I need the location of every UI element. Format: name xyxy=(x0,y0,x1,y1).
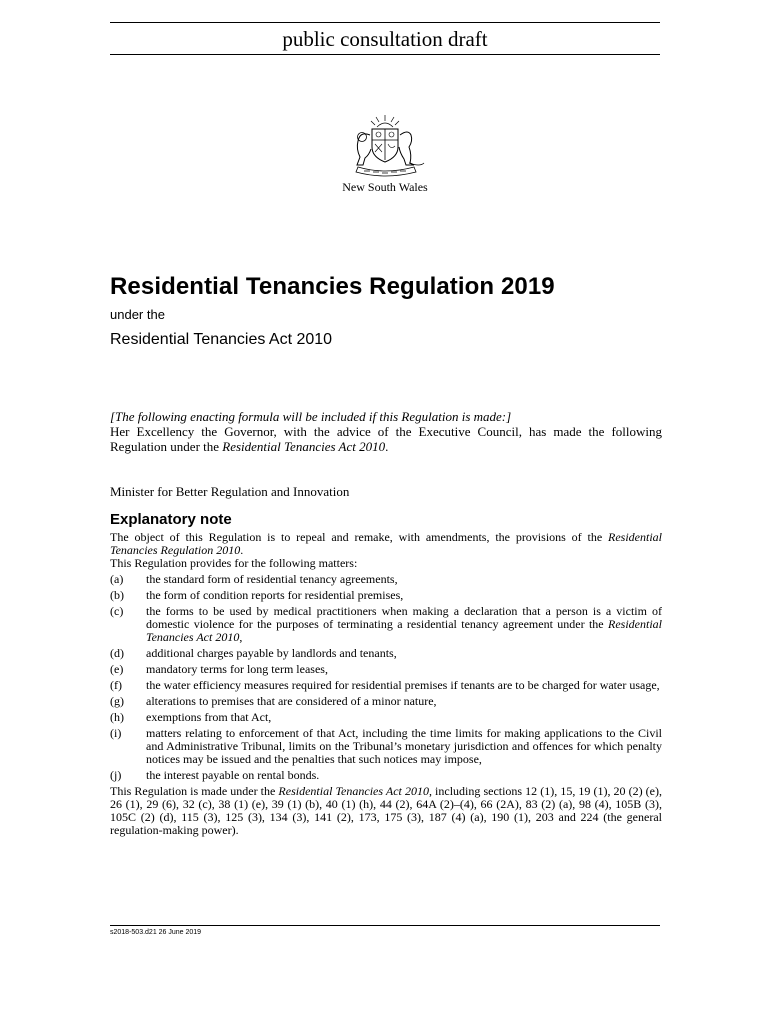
provides-paragraph: This Regulation provides for the following matters: xyxy=(110,556,358,570)
made-under-sections: , including sections 12 (1), 15, 19 (1), 20 (2) (e), 26 (1), 29 (6), 32 (c), 38 (1) (e), 39 (1) (b), 40 (1) (h), 44 (2), 64A (2)–(4), 66 (2A), 83 (2) (a), 98 (4), 105B (3), 105C (2) (d), 115 (3), 125 (3), 134 (3), 141 (2), 173, 175 (3), 187 (4) (a), 190 (1), 203 and 224 (the general regulation-making power). xyxy=(110,784,662,837)
under-the-label: under the xyxy=(110,307,165,322)
list-item-text xyxy=(146,605,662,644)
regulation-title: Residential Tenancies Regulation 2019 xyxy=(110,273,555,300)
list-item-text-part: the forms to be used by medical practitioners when making a declaration that a person is a victim of domestic violence for the purposes of terminating a residential tenancy agreement under the xyxy=(146,604,662,631)
enacting-text xyxy=(110,424,662,454)
made-under-text: This Regulation is made under the xyxy=(110,784,279,798)
enacting-text-after: . xyxy=(385,439,389,454)
enacting-formula xyxy=(110,409,662,454)
nsw-coat-of-arms-icon xyxy=(340,113,430,183)
explanatory-note-body xyxy=(110,531,662,837)
enacting-text-before: Her Excellency the Governor, with the advice of the Executive Council, has made the following Regulation under the xyxy=(110,424,662,454)
list-item xyxy=(110,589,662,602)
made-under-paragraph xyxy=(110,785,662,837)
list-item xyxy=(110,727,662,766)
object-regulation: Residential Tenancies Regulation 2010 xyxy=(110,530,662,557)
list-item xyxy=(110,663,662,676)
list-item-text: exemptions from that Act, xyxy=(146,710,272,724)
list-item-text: alterations to premises that are considered of a minor nature, xyxy=(146,694,437,708)
list-item-label: (e) xyxy=(110,662,124,676)
list-item-label: (d) xyxy=(110,646,124,660)
consultation-banner: public consultation draft xyxy=(282,27,488,51)
jurisdiction-name: New South Wales xyxy=(342,180,428,194)
list-item-text: the form of condition reports for residential premises, xyxy=(146,588,404,602)
made-under-act: Residential Tenancies Act 2010 xyxy=(278,784,429,798)
list-item-label: (i) xyxy=(110,726,122,740)
list-item xyxy=(110,769,662,782)
list-item xyxy=(110,573,662,586)
list-item-text: matters relating to enforcement of that Act, including the time limits for making applications to the Civil and Administrative Tribunal, limits on the Tribunal’s monetary jurisdiction and offences for which penalty notices may be issued and the penalties that such notices may impose, xyxy=(146,726,662,766)
banner-top-rule xyxy=(110,22,660,23)
list-item xyxy=(110,711,662,724)
footer-rule xyxy=(110,925,660,926)
object-paragraph xyxy=(110,531,662,557)
list-item-text: additional charges payable by landlords and tenants, xyxy=(146,646,397,660)
list-item-text: mandatory terms for long term leases, xyxy=(146,662,328,676)
minister-line: Minister for Better Regulation and Innovation xyxy=(110,484,350,499)
enacting-act: Residential Tenancies Act 2010 xyxy=(222,439,386,454)
object-text: The object of this Regulation is to repeal and remake, with amendments, the provisions of the xyxy=(110,530,608,544)
list-item xyxy=(110,679,662,692)
list-item-label: (j) xyxy=(110,768,122,782)
list-item-label: (a) xyxy=(110,572,124,586)
list-item-text: the interest payable on rental bonds. xyxy=(146,768,320,782)
list-item-label: (b) xyxy=(110,588,124,602)
list-item-text-after: , xyxy=(239,630,243,644)
object-text-after: . xyxy=(240,543,244,557)
list-item-label: (c) xyxy=(110,604,124,618)
list-item-text: the water efficiency measures required for residential premises if tenants are to be charged for water usage, xyxy=(146,678,660,692)
matters-list xyxy=(110,573,662,782)
list-item xyxy=(110,695,662,708)
list-item xyxy=(110,605,662,644)
explanatory-note-heading: Explanatory note xyxy=(110,511,232,528)
banner-bottom-rule xyxy=(110,54,660,55)
list-item xyxy=(110,647,662,660)
list-item-label: (f) xyxy=(110,678,122,692)
act-name: Residential Tenancies Act 2010 xyxy=(110,331,333,348)
list-item-text: the standard form of residential tenancy agreements, xyxy=(146,572,398,586)
list-item-act: Residential Tenancies Act 2010 xyxy=(146,617,662,644)
list-item-label: (h) xyxy=(110,710,124,724)
footer-reference: s2018-503.d21 26 June 2019 xyxy=(110,929,202,936)
enacting-note: [The following enacting formula will be included if this Regulation is made:] xyxy=(110,409,512,424)
list-item-label: (g) xyxy=(110,694,124,708)
